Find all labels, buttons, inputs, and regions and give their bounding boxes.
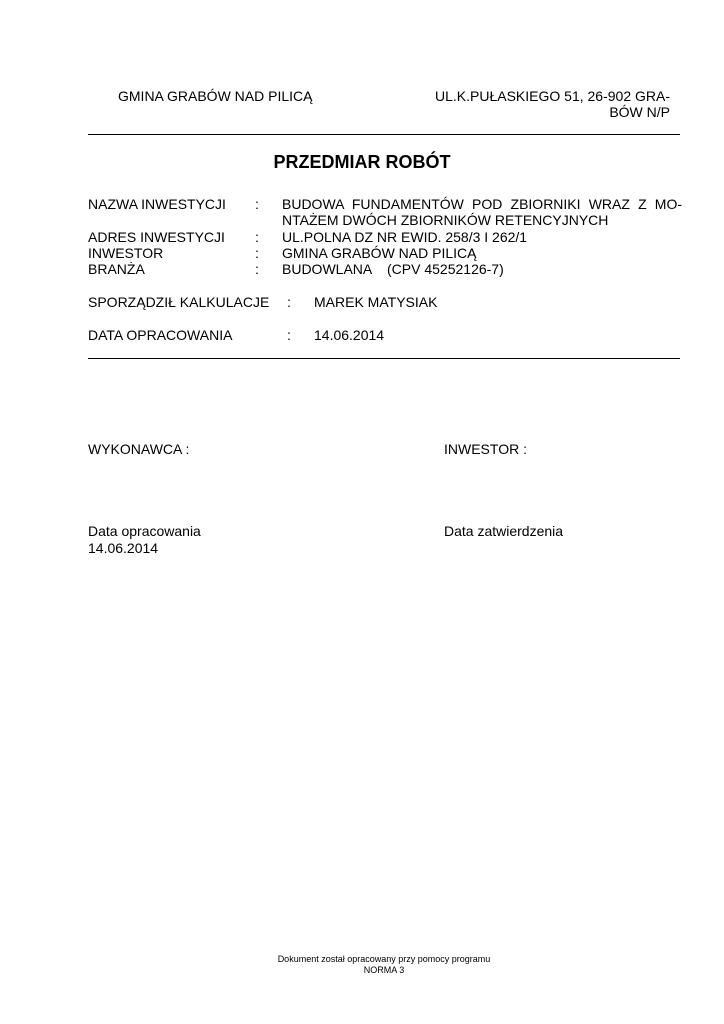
investment-address-value: UL.POLNA DZ NR EWID. 258/3 I 262/1 xyxy=(282,229,528,245)
investor-value: GMINA GRABÓW NAD PILICĄ xyxy=(282,245,477,261)
investment-address-colon: : xyxy=(255,229,259,245)
preparation-date-colon: : xyxy=(287,327,291,343)
preparation-date-label: DATA OPRACOWANIA xyxy=(88,327,233,343)
calculation-author-value: MAREK MATYSIAK xyxy=(314,294,438,310)
header-address: UL.K.PUŁASKIEGO 51, 26-902 GRA-BÓW N/P xyxy=(435,88,670,120)
calculation-author-colon: : xyxy=(287,294,291,310)
page-title: PRZEDMIAR ROBÓT xyxy=(273,152,451,172)
investment-address-label: ADRES INWESTYCJI xyxy=(88,229,225,245)
branch-label: BRANŻA xyxy=(88,261,145,277)
footer-line-1: Dokument został opracowany przy pomocy programu xyxy=(277,954,491,964)
investor-signature-label: INWESTOR : xyxy=(444,441,527,457)
preparation-date-value: 14.06.2014 xyxy=(314,327,385,343)
footer-line-2: NORMA 3 xyxy=(363,965,405,975)
header-municipality: GMINA GRABÓW NAD PILICĄ xyxy=(118,88,313,104)
investor-colon: : xyxy=(255,245,259,261)
contractor-signature-label: WYKONAWCA : xyxy=(88,441,190,457)
branch-value: BUDOWLANA (CPV 45252126-7) xyxy=(282,261,504,277)
investment-name-label: NAZWA INWESTYCJI xyxy=(88,196,226,212)
investment-name-colon: : xyxy=(255,196,259,212)
branch-colon: : xyxy=(255,261,259,277)
approval-date-label: Data zatwierdzenia xyxy=(444,523,564,539)
calculation-author-label: SPORZĄDZIŁ KALKULACJE xyxy=(88,294,270,310)
header-divider xyxy=(88,134,680,135)
investment-name-value: BUDOWA FUNDAMENTÓW POD ZBIORNIKI WRAZ Z MO-NTAŻEM DWÓCH ZBIORNIKÓW RETENCYJNYCH xyxy=(282,196,682,228)
investor-label: INWESTOR xyxy=(88,245,164,261)
section-divider xyxy=(88,358,680,359)
preparation-date-sign-value: 14.06.2014 xyxy=(88,540,159,556)
preparation-date-sign-label: Data opracowania xyxy=(88,523,201,539)
